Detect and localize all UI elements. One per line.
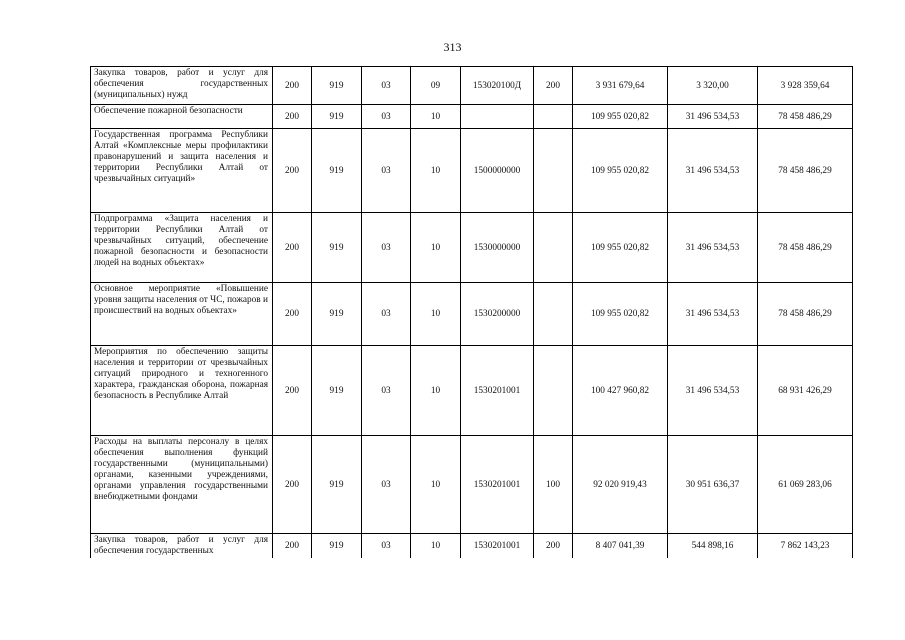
row-name-cell: Подпрограмма «Защита населения и территории Республики Алтай от чрезвычайных ситуаций, обеспечение пожарной безопасности и безопасности людей на водных объектах» [91, 213, 273, 283]
section-code-cell: 200 [273, 105, 312, 129]
amount-federal-cell: 31 496 534,53 [668, 129, 758, 213]
target-article-cell [461, 105, 534, 129]
expense-type-cell [534, 283, 573, 346]
subsection-code-cell: 10 [411, 534, 461, 559]
section-code-cell: 200 [273, 67, 312, 105]
amount-regional-cell: 78 458 486,29 [758, 213, 853, 283]
expense-type-cell [534, 213, 573, 283]
amount-regional-cell: 78 458 486,29 [758, 105, 853, 129]
section-code-cell: 200 [273, 534, 312, 559]
target-article-cell: 1530201001 [461, 534, 534, 559]
amount-total-cell: 3 931 679,64 [573, 67, 668, 105]
amount-federal-cell: 31 496 534,53 [668, 283, 758, 346]
amount-regional-cell: 78 458 486,29 [758, 283, 853, 346]
amount-total-cell: 8 407 041,39 [573, 534, 668, 559]
table-row [91, 436, 853, 534]
chapter-code-cell: 03 [362, 213, 411, 283]
amount-total-cell: 109 955 020,82 [573, 129, 668, 213]
expense-type-cell: 200 [534, 534, 573, 559]
chapter-code-cell: 03 [362, 129, 411, 213]
chapter-code-cell: 03 [362, 283, 411, 346]
table-row [91, 346, 853, 436]
chapter-code-cell: 03 [362, 346, 411, 436]
subsection-code-cell: 10 [411, 436, 461, 534]
amount-federal-cell: 30 951 636,37 [668, 436, 758, 534]
target-article-cell: 1530200000 [461, 283, 534, 346]
target-article-cell: 1530201001 [461, 436, 534, 534]
table-row [91, 283, 853, 346]
table-row [91, 129, 853, 213]
subsection-code-cell: 10 [411, 129, 461, 213]
ministry-code-cell: 919 [312, 67, 362, 105]
row-name-cell: Закупка товаров, работ и услуг для обеспечения государственных (муниципальных) нужд [91, 67, 273, 105]
amount-federal-cell: 31 496 534,53 [668, 346, 758, 436]
subsection-code-cell: 10 [411, 346, 461, 436]
amount-total-cell: 100 427 960,82 [573, 346, 668, 436]
target-article-cell: 1500000000 [461, 129, 534, 213]
row-name-cell: Государственная программа Республики Алтай «Комплексные меры профилактики правонарушений и защита населения и территории Республики Алтай от чрезвычайных ситуаций» [91, 129, 273, 213]
subsection-code-cell: 09 [411, 67, 461, 105]
amount-total-cell: 92 020 919,43 [573, 436, 668, 534]
page-number: 313 [443, 40, 462, 54]
section-code-cell: 200 [273, 283, 312, 346]
ministry-code-cell: 919 [312, 283, 362, 346]
chapter-code-cell: 03 [362, 105, 411, 129]
section-code-cell: 200 [273, 129, 312, 213]
section-code-cell: 200 [273, 346, 312, 436]
ministry-code-cell: 919 [312, 129, 362, 213]
ministry-code-cell: 919 [312, 346, 362, 436]
amount-total-cell: 109 955 020,82 [573, 105, 668, 129]
amount-regional-cell: 68 931 426,29 [758, 346, 853, 436]
chapter-code-cell: 03 [362, 436, 411, 534]
row-name-cell: Мероприятия по обеспечению защиты населения и территории от чрезвычайных ситуаций природного и техногенного характера, гражданская оборона, пожарная безопасность в Республике Алтай [91, 346, 273, 436]
row-name-cell: Закупка товаров, работ и услуг для обеспечения государственных [91, 534, 273, 559]
subsection-code-cell: 10 [411, 283, 461, 346]
expense-type-cell [534, 129, 573, 213]
ministry-code-cell: 919 [312, 436, 362, 534]
table-row [91, 67, 853, 105]
row-name-cell: Основное мероприятие «Повышение уровня защиты населения от ЧС, пожаров и происшествий на водных объектах» [91, 283, 273, 346]
target-article-cell: 1530000000 [461, 213, 534, 283]
amount-federal-cell: 3 320,00 [668, 67, 758, 105]
amount-regional-cell: 61 069 283,06 [758, 436, 853, 534]
row-name-cell: Обеспечение пожарной безопасности [91, 105, 273, 129]
amount-regional-cell: 7 862 143,23 [758, 534, 853, 559]
amount-federal-cell: 31 496 534,53 [668, 213, 758, 283]
budget-table [90, 66, 853, 558]
expense-type-cell: 200 [534, 67, 573, 105]
expense-type-cell [534, 346, 573, 436]
table-row [91, 534, 853, 559]
table-row [91, 105, 853, 129]
target-article-cell: 153020100Д [461, 67, 534, 105]
section-code-cell: 200 [273, 436, 312, 534]
ministry-code-cell: 919 [312, 534, 362, 559]
table-row [91, 213, 853, 283]
amount-federal-cell: 31 496 534,53 [668, 105, 758, 129]
chapter-code-cell: 03 [362, 534, 411, 559]
ministry-code-cell: 919 [312, 105, 362, 129]
amount-total-cell: 109 955 020,82 [573, 213, 668, 283]
row-name-cell: Расходы на выплаты персоналу в целях обеспечения выполнения функций государственными (муниципальными) органами, казенными учреждениями, органами управления государственными внебюджетными фондами [91, 436, 273, 534]
amount-regional-cell: 3 928 359,64 [758, 67, 853, 105]
amount-federal-cell: 544 898,16 [668, 534, 758, 559]
subsection-code-cell: 10 [411, 105, 461, 129]
expense-type-cell: 100 [534, 436, 573, 534]
section-code-cell: 200 [273, 213, 312, 283]
ministry-code-cell: 919 [312, 213, 362, 283]
subsection-code-cell: 10 [411, 213, 461, 283]
chapter-code-cell: 03 [362, 67, 411, 105]
amount-regional-cell: 78 458 486,29 [758, 129, 853, 213]
target-article-cell: 1530201001 [461, 346, 534, 436]
expense-type-cell [534, 105, 573, 129]
amount-total-cell: 109 955 020,82 [573, 283, 668, 346]
